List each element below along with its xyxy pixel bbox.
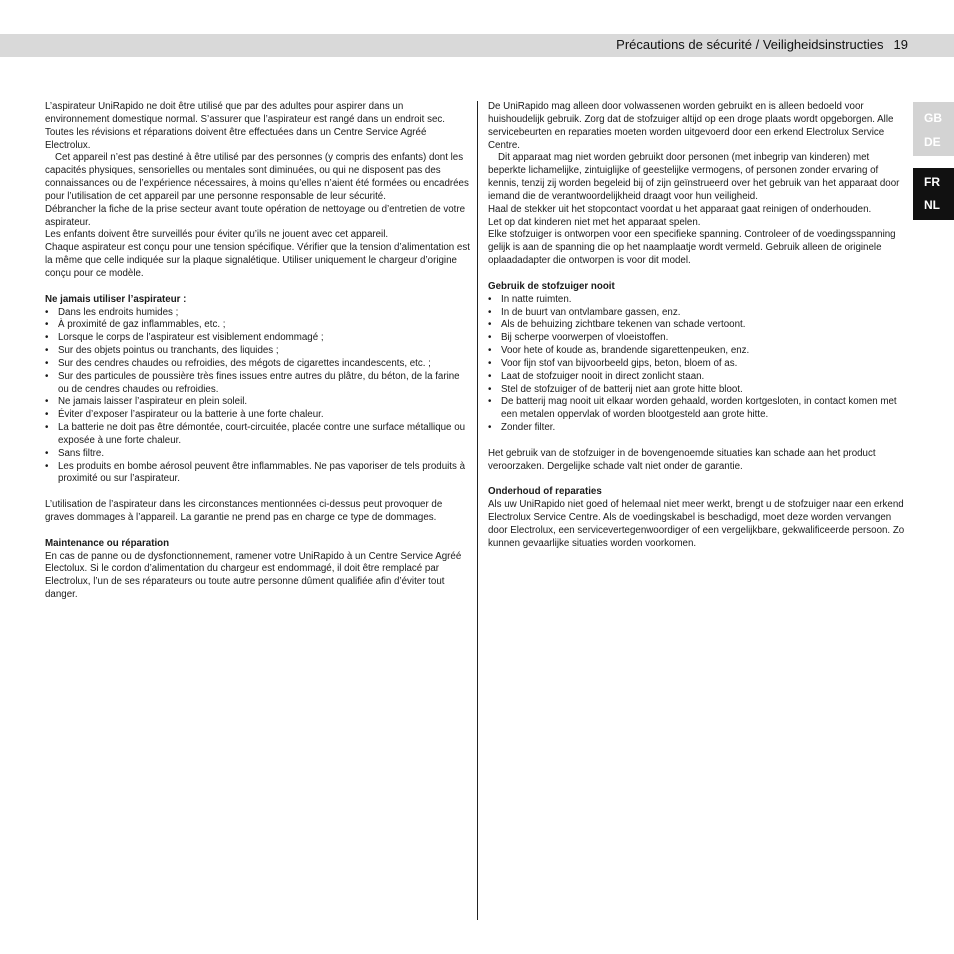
- list-item: • Voor hete of koude as, brandende sigarettenpeuken, enz.: [488, 345, 908, 358]
- tab-label-gb: GB: [924, 111, 942, 125]
- list-item: • Sans filtre.: [45, 448, 470, 461]
- tab-label-nl: NL: [924, 198, 940, 212]
- nl-paragraph-5: Elke stofzuiger is ontworpen voor een specifieke spanning. Controleer of de voedingsspanning gelijk is aan de spanning die op het naamplaatje wordt vermeld. Gebruik alleen de originele oplaadadapter die ontworpen is voor dit model.: [488, 229, 896, 267]
- fr-paragraph-2: Cet appareil n’est pas destiné à être utilisé par des personnes (y compris des enfants) dont les capacités physiques, sensorielles ou mentales sont diminuées, ou qui ne disposent pas des connaissances ou de l’expérience nécessaires, à moins qu’elles n’aient été formées ou encadrées pour l’utilisation de cet appareil par une personne responsable de leur sécurité.: [45, 152, 469, 202]
- fr-never-list: [45, 307, 470, 487]
- nl-never-list: [488, 294, 908, 435]
- list-item: • Sur des particules de poussière très fines issues entre autres du plâtre, du béton, de la farine ou de cendres chaudes ou refroidies.: [45, 371, 470, 397]
- dutch-column: [488, 101, 908, 551]
- tab-label-de: DE: [924, 135, 941, 149]
- list-item: • Voor fijn stof van bijvoorbeeld gips, beton, bloem of as.: [488, 358, 908, 371]
- list-item: • Ne jamais laisser l’aspirateur en plein soleil.: [45, 396, 470, 409]
- nl-paragraph-3: Haal de stekker uit het stopcontact voordat u het apparaat gaat reinigen of onderhouden.: [488, 203, 872, 215]
- nl-intro: De UniRapido mag alleen door volwassenen worden gebruikt en is alleen bedoeld voor huishoudelijk gebruik. Zorg dat de stofzuiger altijd op een droge plaats wordt opgeborgen. Alle servicebeurten en reparaties moeten worden uitgevoerd door een erkend Electrolux Service Centre.: [488, 101, 894, 151]
- fr-paragraph-4: Les enfants doivent être surveillés pour éviter qu’ils ne jouent avec cet appareil.: [45, 229, 389, 241]
- list-item: • Sur des objets pointus ou tranchants, des liquides ;: [45, 345, 470, 358]
- list-item: • Als de behuizing zichtbare tekenen van schade vertoont.: [488, 319, 908, 332]
- nl-damage-note: Het gebruik van de stofzuiger in de bovengenoemde situaties kan schade aan het product veroorzaken. Dergelijke schade valt niet onder de garantie.: [488, 447, 876, 472]
- list-item: • Stel de stofzuiger of de batterij niet aan grote hitte bloot.: [488, 384, 908, 397]
- list-item: • Les produits en bombe aérosol peuvent être inflammables. Ne pas vaporiser de tels produits à proximité ou sur l’aspirateur.: [45, 461, 470, 487]
- header-title: Précautions de sécurité / Veiligheidsinstructies: [616, 37, 884, 52]
- list-item: • Dans les endroits humides ;: [45, 307, 470, 320]
- list-item: • Zonder filter.: [488, 422, 908, 435]
- french-column: [45, 101, 470, 602]
- language-tab-fr-nl[interactable]: [913, 168, 954, 220]
- list-item: • La batterie ne doit pas être démontée, court-circuitée, placée contre une surface métallique ou exposée à une forte chaleur.: [45, 422, 470, 448]
- fr-paragraph-3: Débrancher la fiche de la prise secteur avant toute opération de nettoyage ou d’entretien de votre aspirateur.: [45, 203, 466, 228]
- nl-paragraph-4: Let op dat kinderen niet met het apparaat spelen.: [488, 216, 701, 228]
- fr-paragraph-5: Chaque aspirateur est conçu pour une tension spécifique. Vérifier que la tension d’alimentation est la même que celle indiquée sur la plaque signalétique. Utiliser uniquement le chargeur d’origine conçu pour ce modèle.: [45, 242, 470, 279]
- page-number: 19: [893, 37, 908, 52]
- tab-label-fr: FR: [924, 175, 940, 189]
- nl-maintenance-text: Als uw UniRapido niet goed of helemaal niet meer werkt, brengt u de stofzuiger naar een erkend Electrolux Service Centre. Als de voedingskabel is beschadigd, moet deze worden vervangen door Electrolux, een servicevertegenwoordiger of een vergelijkbare, gekwalificeerde persoon. Zo kunnen gevaarlijke situaties worden voorkomen.: [488, 499, 905, 549]
- page-header: [616, 37, 908, 53]
- nl-never-heading: Gebruik de stofzuiger nooit: [488, 280, 615, 292]
- nl-maintenance-heading: Onderhoud of reparaties: [488, 486, 602, 498]
- fr-maintenance-text: En cas de panne ou de dysfonctionnement, ramener votre UniRapido à un Centre Service Agréé Electolux. Si le cordon d’alimentation du chargeur est endommagé, il doit être remplacé par Electrolux, l’un de ses réparateurs ou toute autre personne dûment qualifiée afin d’éviter tout danger.: [45, 550, 462, 601]
- list-item: • Sur des cendres chaudes ou refroidies, des mégots de cigarettes incandescents, etc. ;: [45, 358, 470, 371]
- fr-damage-note: L’utilisation de l’aspirateur dans les circonstances mentionnées ci-dessus peut provoquer de graves dommages à l’appareil. La garantie ne prend pas en charge ce type de dommages.: [45, 499, 443, 523]
- list-item: • In de buurt van ontvlambare gassen, enz.: [488, 307, 908, 320]
- list-item: • In natte ruimten.: [488, 294, 908, 307]
- list-item: • Laat de stofzuiger nooit in direct zonlicht staan.: [488, 371, 908, 384]
- fr-never-heading: Ne jamais utiliser l’aspirateur :: [45, 293, 187, 305]
- column-divider: [477, 101, 478, 920]
- list-item: • De batterij mag nooit uit elkaar worden gehaald, worden kortgesloten, in contact komen met een metalen oppervlak of worden blootgesteld aan grote hitte.: [488, 396, 908, 422]
- nl-paragraph-2: Dit apparaat mag niet worden gebruikt door personen (met inbegrip van kinderen) met beperkte lichamelijke, zintuiglijke of geestelijke vermogens, of personen zonder ervaring of kennis, tenzij zij worden begeleid bij of zijn geïnstrueerd over het gebruik van het apparaat door iemand die de verantwoordelijkheid draagt voor hun veiligheid.: [488, 152, 900, 202]
- fr-intro: L’aspirateur UniRapido ne doit être utilisé que par des adultes pour aspirer dans un environnement domestique normal. S’assurer que l’aspirateur est rangé dans un endroit sec. Toutes les révisions et réparations doivent être effectuées dans un Centre Service Agréé Electrolux.: [45, 101, 445, 151]
- fr-maintenance-heading: Maintenance ou réparation: [45, 537, 170, 549]
- list-item: • Bij scherpe voorwerpen of vloeistoffen.: [488, 332, 908, 345]
- list-item: • Éviter d’exposer l’aspirateur ou la batterie à une forte chaleur.: [45, 409, 470, 422]
- list-item: • Lorsque le corps de l’aspirateur est visiblement endommagé ;: [45, 332, 470, 345]
- list-item: • À proximité de gaz inflammables, etc. ;: [45, 319, 470, 332]
- language-tab-gb-de[interactable]: [913, 102, 954, 156]
